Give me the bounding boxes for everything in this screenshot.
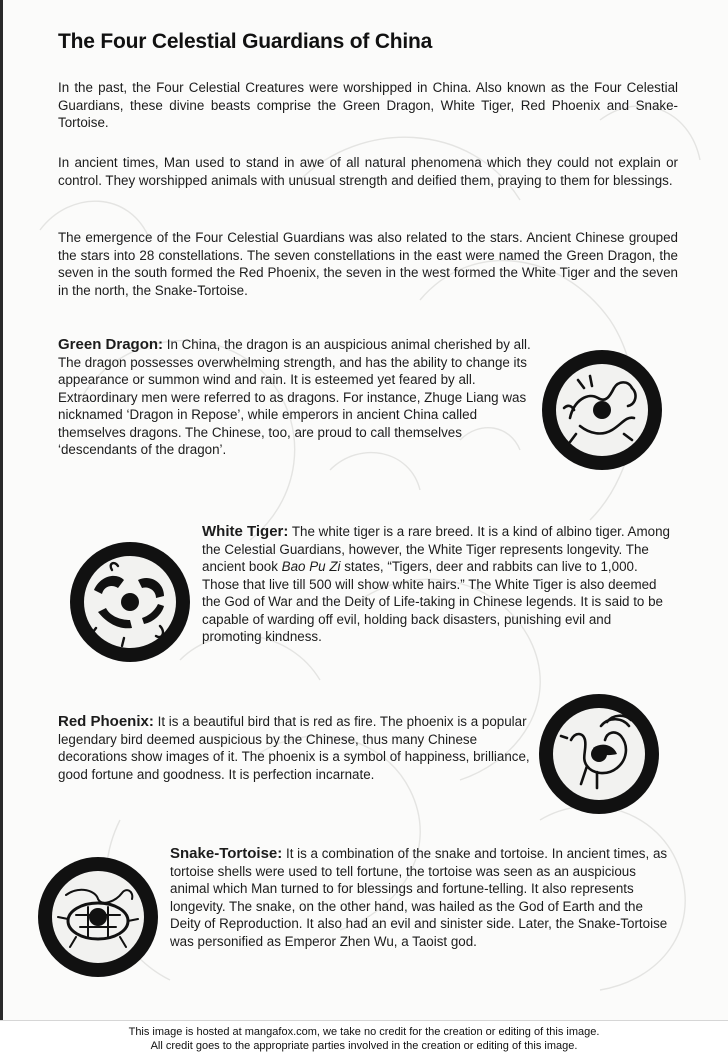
phoenix-medallion-icon (537, 692, 661, 816)
red-phoenix-section (58, 713, 530, 783)
dragon-medallion-icon (540, 348, 664, 472)
snake-tortoise-medallion-icon (36, 855, 160, 979)
section-heading: Snake-Tortoise: (170, 845, 283, 862)
section-heading: White Tiger: (202, 523, 289, 540)
section-text: It is a combination of the snake and tortoise. In ancient times, as tortoise shells were used to tell fortune, the tortoise was seen as an auspicious animal which Man turned to for blessings and fortune-telling. It also represents longevity. The snake, on the other hand, was hailed as the God of Earth and the Deity of Reproduction. It also had an evil and sinister side. Later, the Snake-Tortoise was personified as Emperor Zhen Wu, a Taoist god. (170, 846, 668, 949)
green-dragon-section (58, 336, 534, 459)
section-text: The white tiger is a rare breed. It is a kind of albino tiger. Among the Celestial Guardians, however, the White Tiger represents longevity. The ancient book (202, 524, 670, 574)
section-text: states, “Tigers, deer and rabbits can live to 1,000. Those that live till 500 will show white hairs.” The White Tiger is also deemed the God of War and the Deity of Life-taking in Chinese legends. It is said to be capable of warding off evil, holding back disasters, punishing evil and promoting kindness. (202, 559, 663, 644)
page-title: The Four Celestial Guardians of China (58, 30, 433, 53)
section-heading: Red Phoenix: (58, 713, 154, 730)
intro-paragraph: In the past, the Four Celestial Creatures were worshipped in China. Also known as the Four Celestial Guardians, these divine beasts comprise the Green Dragon, White Tiger, Red Phoenix and Snake-Tortoise. (58, 80, 678, 130)
page-edge (0, 0, 3, 1020)
snake-tortoise-section (170, 845, 672, 950)
white-tiger-section (202, 523, 672, 646)
footer-line: All credit goes to the appropriate parties involved in the creation or editing of this image. (150, 1040, 578, 1052)
section-text: In China, the dragon is an auspicious animal cherished by all. The dragon possesses overwhelming strength, and has the ability to change its appearance or summon wind and rain. It is esteemed yet feared by all. Extraordinary men were referred to as dragons. For instance, Zhuge Liang was nicknamed ‘Dragon in Repose’, while emperors in ancient China called themselves dragons. The Chinese, too, are proud to call themselves ‘descendants of the dragon’. (58, 337, 531, 457)
intro-paragraph: The emergence of the Four Celestial Guardians was also related to the stars. Ancient Chinese grouped the stars into 28 constellations. The seven constellations in the east were named the Green Dragon, the seven in the south formed the Red Phoenix, the seven in the west formed the White Tiger and the seven in the north, the Snake-Tortoise. (58, 230, 678, 298)
section-heading: Green Dragon: (58, 336, 164, 353)
section-text: It is a beautiful bird that is red as fire. The phoenix is a popular legendary bird deemed auspicious by the Chinese, thus many Chinese decorations show images of it. The phoenix is a symbol of happiness, brilliance, good fortune and goodness. It is perfection incarnate. (58, 714, 530, 782)
hosting-credit-footer (0, 1020, 728, 1057)
footer-line: This image is hosted at mangafox.com, we take no credit for the creation or editing of this image. (128, 1026, 600, 1038)
book-title: Bao Pu Zi (281, 559, 341, 574)
tiger-medallion-icon (68, 540, 192, 664)
intro-paragraph: In ancient times, Man used to stand in awe of all natural phenomena which they could not explain or control. They worshipped animals with unusual strength and deified them, praying to them for blessings. (58, 155, 678, 188)
